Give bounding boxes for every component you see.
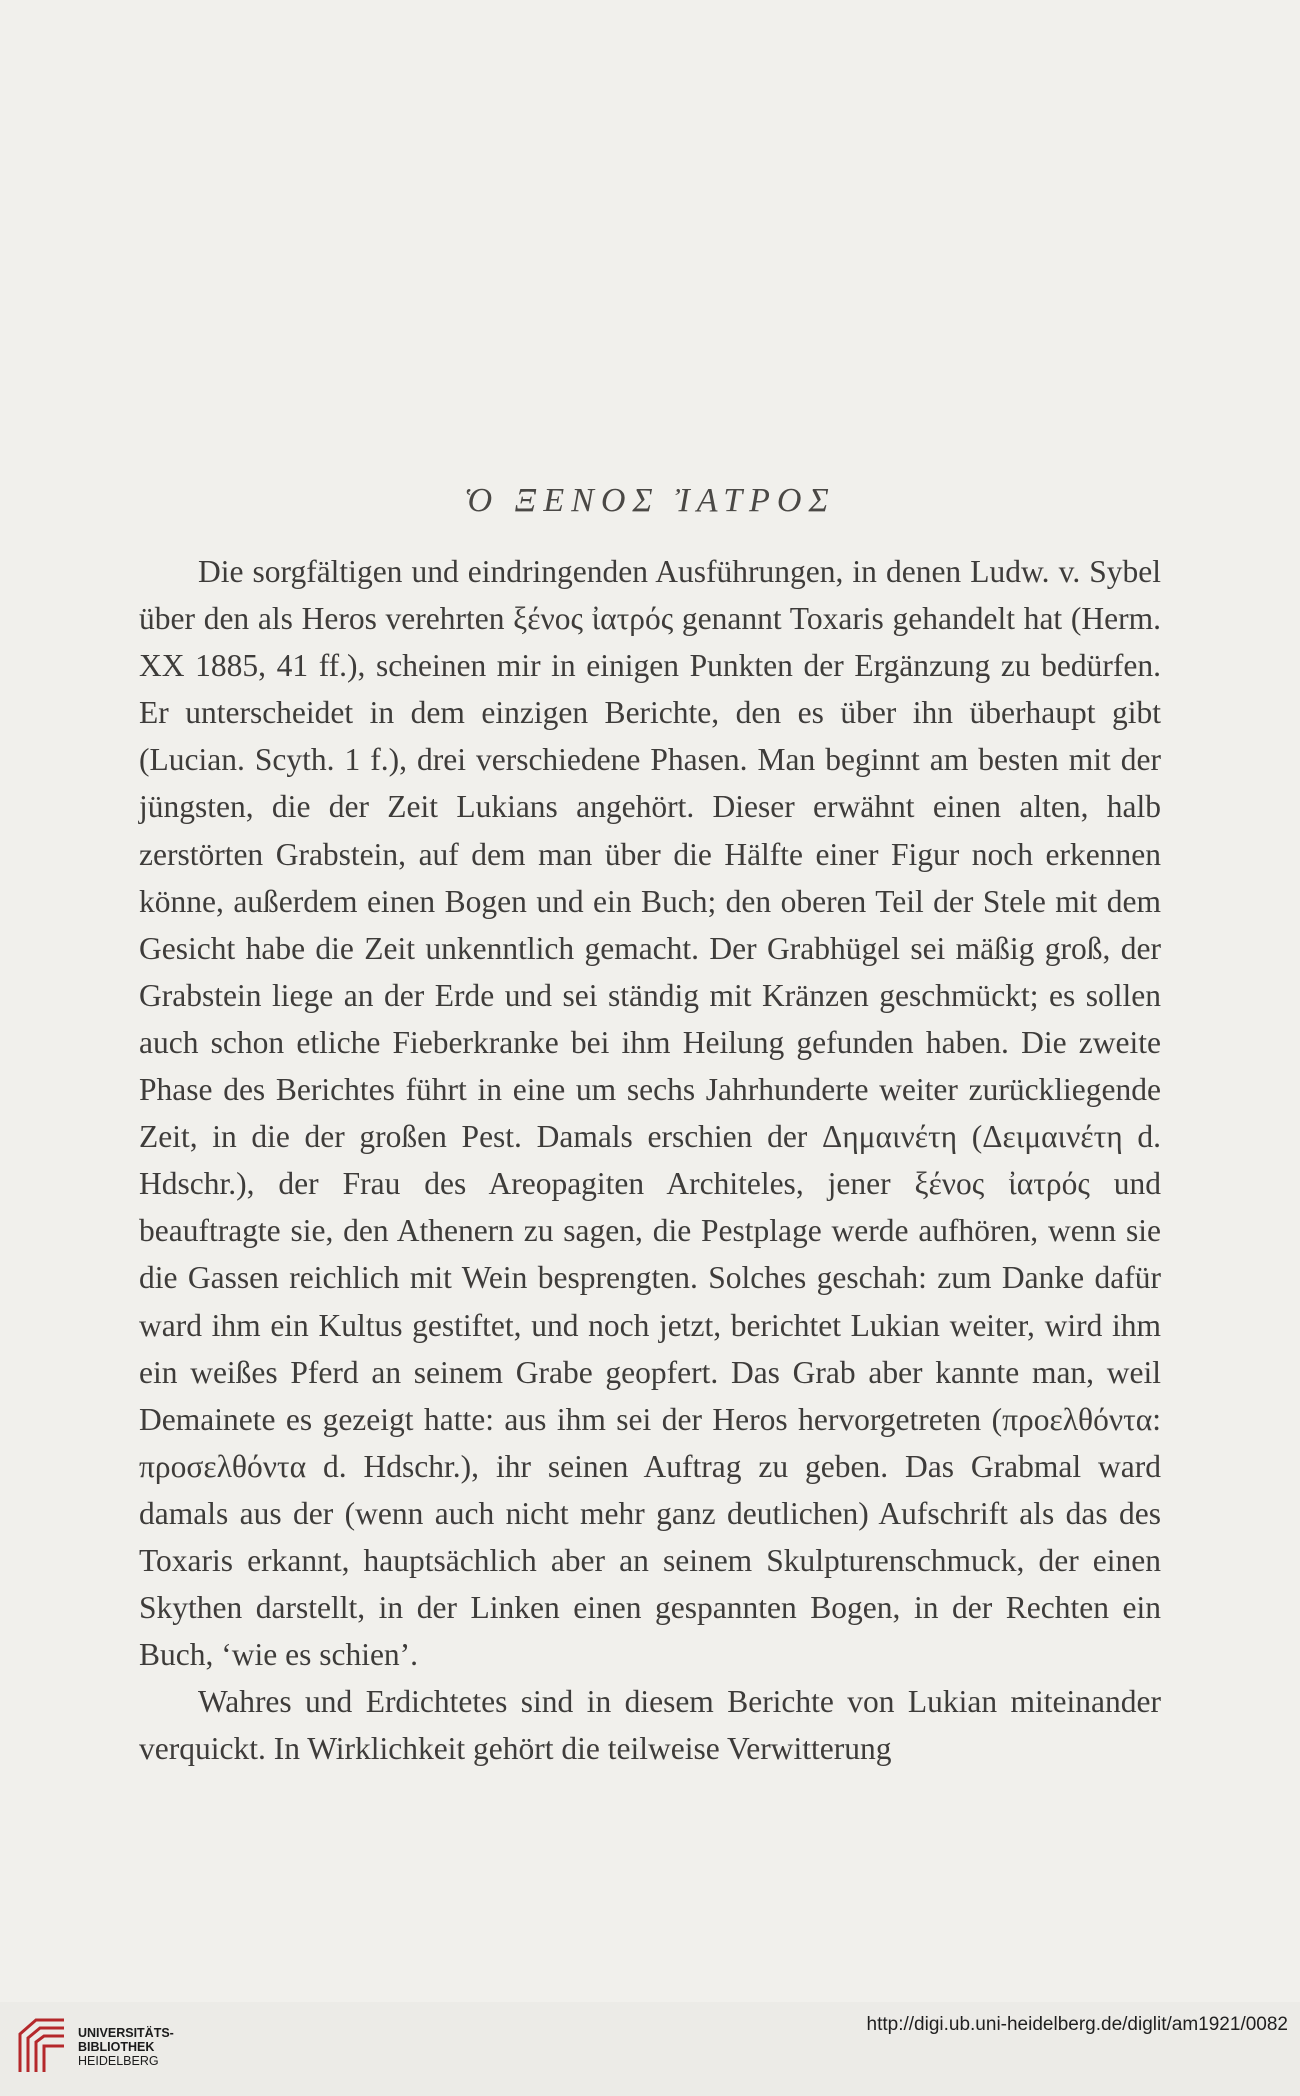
library-name-line-3: HEIDELBERG [78,2054,159,2068]
footer-bar [0,2002,1300,2096]
paragraph-1: Die sorgfältigen und eindringenden Ausführungen, in denen Ludw. v. Sybel über den als Heros verehrten ξένος ἰατρός genannt Toxaris gehandelt hat (Herm. XX 1885, 41 ff.), scheinen mir in einigen Punkten der Ergänzung zu bedürfen. Er unterscheidet in dem einzigen Berichte, den es über ihn überhaupt gibt (Lucian. Scyth. 1 f.), drei verschiedene Phasen. Man beginnt am besten mit der jüngsten, die der Zeit Lukians angehört. Dieser erwähnt einen alten, halb zerstörten Grabstein, auf dem man über die Hälfte einer Figur noch erkennen könne, außerdem einen Bogen und ein Buch; den oberen Teil der Stele mit dem Gesicht habe die Zeit unkenntlich gemacht. Der Grabhügel sei mäßig groß, der Grabstein liege an der Erde und sei ständig mit Kränzen geschmückt; es sollen auch schon etliche Fieberkranke bei ihm Heilung gefunden haben. Die zweite Phase des Berichtes führt in eine um sechs Jahrhunderte weiter zurückliegende Zeit, in die der großen Pest. Damals erschien der Δημαινέτη (Δειμαινέτη d. Hdschr.), der Frau des Areopagiten Architeles, jener ξένος ἰατρός und beauftragte sie, den Athenern zu sagen, die Pestplage werde aufhören, wenn sie die Gassen reichlich mit Wein besprengten. Solches geschah: zum Danke dafür ward ihm ein Kultus gestiftet, und noch jetzt, berichtet Lukian weiter, wird ihm ein weißes Pferd an seinem Grabe geopfert. Das Grab aber kannte man, weil Demainete es gezeigt hatte: aus ihm sei der Heros hervorgetreten (προελθόντα: προσελθόντα d. Hdschr.), ihr seinen Auftrag zu geben. Das Grabmal ward damals aus der (wenn auch nicht mehr ganz deutlichen) Aufschrift als das des Toxaris erkannt, hauptsächlich aber an seinem Skulpturenschmuck, der einen Skythen darstellt, in der Linken einen gespannten Bogen, in der Rechten ein Buch, ‘wie es schien’. [139,554,1161,1673]
library-logo-icon [14,2012,70,2078]
page-title: Ὁ ΞΕΝΟΣ ἸΑΤΡΟΣ [464,482,836,519]
paragraph-2: Wahres und Erdichtetes sind in diesem Berichte von Lukian miteinander verquickt. In Wirklichkeit gehört die teilweise Verwitterung [139,1684,1161,1767]
library-name-line-1: UNIVERSITÄTS- [78,2026,174,2040]
library-name-line-2: BIBLIOTHEK [78,2040,155,2054]
library-name [78,2026,174,2068]
source-url[interactable]: http://digi.ub.uni-heidelberg.de/diglit/am1921/0082 [866,2014,1288,2035]
body-text [139,548,1161,1772]
